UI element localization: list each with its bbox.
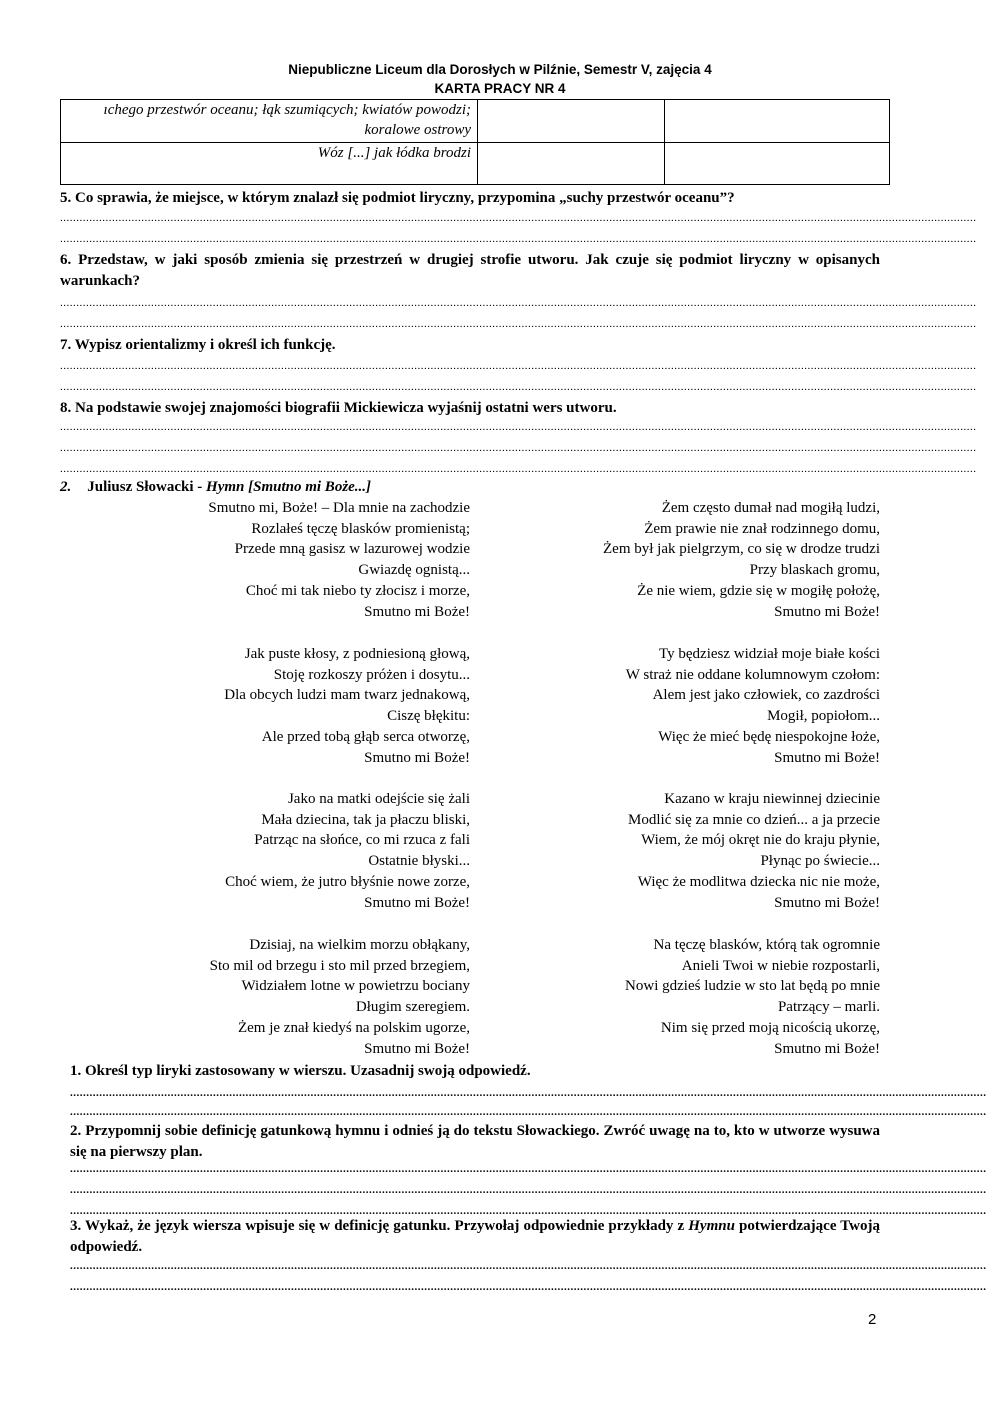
answer-line[interactable]: .......................................................................................................................................................................................................................................................................................... [70, 1106, 987, 1118]
poem-stanza [150, 644, 470, 768]
answer-line[interactable]: .......................................................................................................................................................................................................................................................................................... [60, 463, 977, 475]
poem-stanza [150, 935, 470, 1059]
table-cell-quote [61, 100, 478, 143]
answer-line[interactable]: .......................................................................................................................................................................................................................................................................................... [60, 212, 977, 224]
table-answer-cell[interactable] [478, 100, 665, 143]
stanza-text: Dzisiaj, na wielkim morzu obłąkany, Sto mil od brzegu i sto mil przed brzegiem, Widziałem lotne w powietrzu bociany Długim szeregiem. Żem je znał kiedyś na polskim ugorze, Smutno mi Boże! [209, 937, 470, 1057]
section-author: Juliusz Słowacki - [87, 479, 207, 495]
stanza-text: Ty będziesz widział moje białe kości W straż nie oddane kolumnowym czołom: Alem jest jako człowiek, co zazdrości Mogił, popiołom... Więc że mieć będę niespokojne łoże, Smutno mi Boże! [625, 646, 880, 766]
table-answer-cell[interactable] [665, 143, 890, 185]
question-6: 6. Przedstaw, w jaki sposób zmienia się przestrzeń w drugiej strofie utworu. Jak czuje się podmiot liryczny w opisanych warunkach? [60, 252, 880, 289]
question-3 [70, 1216, 880, 1258]
answer-line[interactable]: .......................................................................................................................................................................................................................................................................................... [70, 1281, 987, 1293]
poem-stanza [540, 498, 880, 622]
question-3-text-end: potwierdzające Twoją odpowiedź. [70, 1218, 880, 1255]
question-3-italic: Hymnu [688, 1218, 735, 1234]
question-1: 1. Określ typ liryki zastosowany w wierszu. Uzasadnij swoją odpowiedź. [70, 1063, 531, 1079]
document-header-title: KARTA PRACY NR 4 [434, 81, 566, 96]
answer-line[interactable]: .......................................................................................................................................................................................................................................................................................... [70, 1260, 987, 1272]
question-5: 5. Co sprawia, że miejsce, w którym znalazł się podmiot liryczny, przypomina „suchy przestwór oceanu”? [60, 190, 735, 206]
answer-line[interactable]: .......................................................................................................................................................................................................................................................................................... [60, 297, 977, 309]
answer-line[interactable]: .......................................................................................................................................................................................................................................................................................... [60, 421, 977, 433]
poem-stanza [150, 789, 470, 913]
answer-line[interactable]: .......................................................................................................................................................................................................................................................................................... [70, 1205, 987, 1217]
question-3-text: 3. Wykaż, że język wiersza wpisuje się w definicję gatunku. Przywołaj odpowiednie przykłady z [70, 1218, 689, 1234]
question-2: 2. Przypomnij sobie definicję gatunkową hymnu i odnieś ją do tekstu Słowackiego. Zwróć uwagę na to, kto w utworze wysuwa się na pierwszy plan. [70, 1123, 880, 1160]
answer-line[interactable]: .......................................................................................................................................................................................................................................................................................... [70, 1163, 987, 1175]
stanza-text: Na tęczę blasków, którą tak ogromnie Anieli Twoi w niebie rozpostarli, Nowi gdzieś ludzie w sto lat będą po mnie Patrzący – marli. Nim się przed moją nicością ukorzę, Smutno mi Boże! [625, 937, 880, 1057]
answer-line[interactable]: .......................................................................................................................................................................................................................................................................................... [60, 381, 977, 393]
stanza-text: Jako na matki odejście się żali Mała dziecina, tak ja płaczu bliski, Patrząc na słońce, co mi rzuca z fali Ostatnie błyski... Choć wiem, że jutro błyśnie nowe zorze, Smutno mi Boże! [225, 791, 470, 911]
table-row [61, 143, 890, 185]
answer-line[interactable]: .......................................................................................................................................................................................................................................................................................... [70, 1184, 987, 1196]
section-title [60, 479, 371, 496]
answer-line[interactable]: .......................................................................................................................................................................................................................................................................................... [60, 233, 977, 245]
section-poem-title: Hymn [Smutno mi Boże...] [206, 479, 372, 495]
table-cell-quote: Wóz [...] jak łódka brodzi [61, 143, 478, 185]
stanza-text: Smutno mi, Boże! – Dla mnie na zachodzie Rozlałeś tęczę blasków promienistą; Przede mną gasisz w lazurowej wodzie Gwiazdę ognistą... Choć mi tak niebo ty złocisz i morze, Smutno mi Boże! [208, 500, 470, 620]
answer-line[interactable]: .......................................................................................................................................................................................................................................................................................... [60, 318, 977, 330]
stanza-text: Jak puste kłosy, z podniesioną głową, Stoję rozkoszy próżen i dosytu... Dla obcych ludzi mam twarz jednakową, Ciszę błękitu: Ale przed tobą głąb serca otworzę, Smutno mi Boże! [224, 646, 470, 766]
answer-table [60, 99, 890, 185]
poem-stanza [540, 644, 880, 768]
quote-line: koralowe ostrowy [364, 122, 471, 138]
poem-stanza [540, 935, 880, 1059]
poem-stanza [540, 789, 880, 913]
stanza-text: Kazano w kraju niewinnej dziecinie Modlić się za mnie co dzień... a ja przecie Wiem, że mój okręt nie do kraju płynie, Płynąc po świecie... Więc że modlitwa dziecka nic nie może, Smutno mi Boże! [628, 791, 880, 911]
answer-line[interactable]: .......................................................................................................................................................................................................................................................................................... [60, 442, 977, 454]
poem-stanza [150, 498, 470, 622]
quote-line: ıchego przestwór oceanu; łąk szumiących; kwiatów powodzi; [103, 102, 471, 118]
table-answer-cell[interactable] [478, 143, 665, 185]
question-7: 7. Wypisz orientalizmy i określ ich funkcję. [60, 337, 336, 353]
question-8: 8. Na podstawie swojej znajomości biografii Mickiewicza wyjaśnij ostatni wers utworu. [60, 400, 617, 416]
answer-line[interactable]: .......................................................................................................................................................................................................................................................................................... [70, 1087, 987, 1099]
document-header-school: Niepubliczne Liceum dla Dorosłych w Pilźnie, Semestr V, zajęcia 4 [288, 62, 712, 77]
stanza-text: Żem często dumał nad mogiłą ludzi, Żem prawie nie znał rodzinnego domu, Żem był jak pielgrzym, co się w drodze trudzi Przy blaskach gromu, Że nie wiem, gdzie się w mogiłę położę, Smutno mi Boże! [603, 500, 880, 620]
section-number: 2. [60, 479, 72, 495]
page-number: 2 [868, 1311, 877, 1328]
answer-line[interactable]: .......................................................................................................................................................................................................................................................................................... [60, 360, 977, 372]
table-row [61, 100, 890, 143]
table-answer-cell[interactable] [665, 100, 890, 143]
